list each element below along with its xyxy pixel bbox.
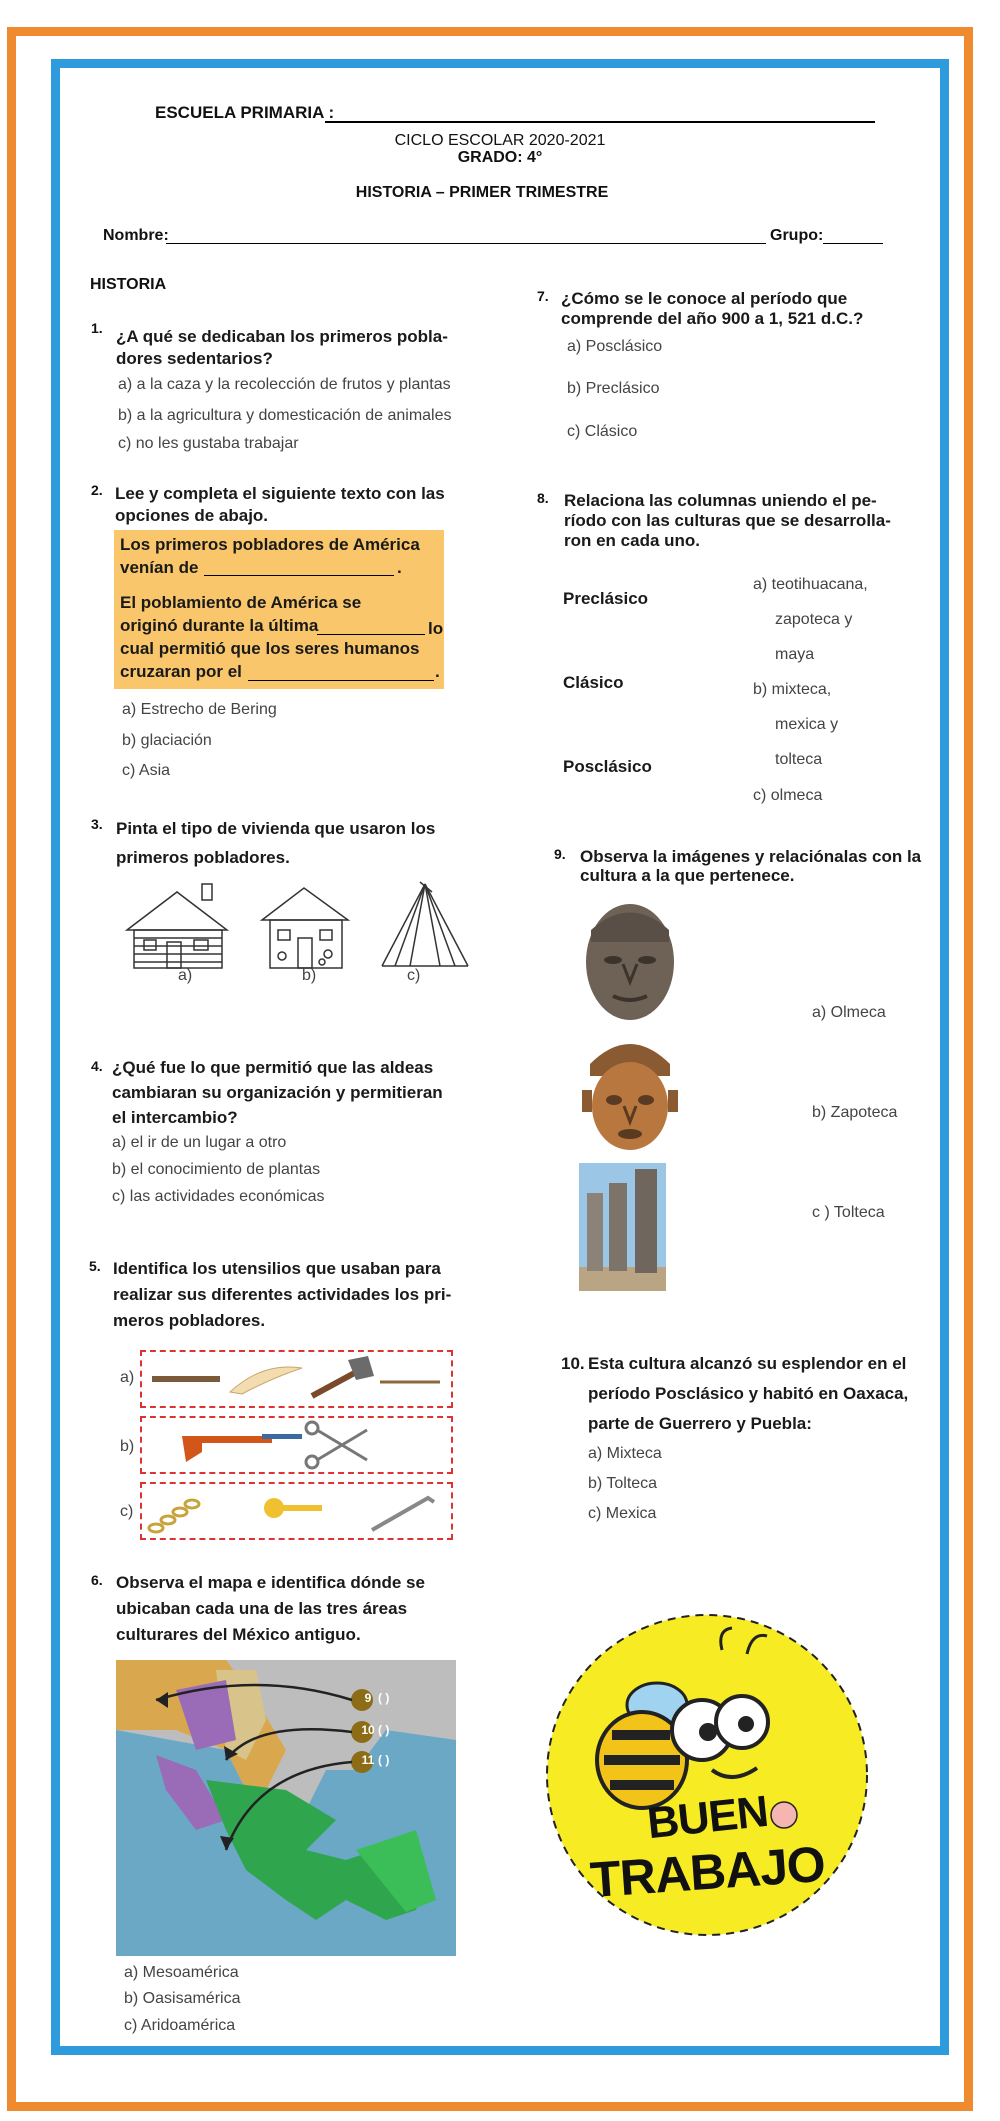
map-answer-9[interactable]: ( ) xyxy=(378,1691,390,1705)
q2-line1: Lee y completa el siguiente texto con las xyxy=(115,484,445,503)
axe-icon xyxy=(312,1356,374,1396)
q8-culture-a-1[interactable]: a) teotihuacana, xyxy=(753,576,868,593)
q6-line2: ubicaban cada una de las tres áreas xyxy=(116,1599,408,1618)
rifle-icon xyxy=(182,1434,302,1462)
tools-c-icons xyxy=(142,1484,451,1538)
q1-option-a[interactable]: a) a la caza y la recolección de frutos y plantas xyxy=(118,376,451,393)
q9-line2: cultura a la que pertenece. xyxy=(580,866,795,885)
map-answer-10[interactable]: ( ) xyxy=(378,1723,390,1737)
school-cycle: CICLO ESCOLAR 2020-2021 xyxy=(394,132,606,149)
q5-line1: Identifica los utensilios que usaban para xyxy=(113,1259,441,1278)
q1-line2: dores sedentarios? xyxy=(116,349,273,368)
hut-icon xyxy=(382,882,468,966)
q1-line1: ¿A qué se dedicaban los primeros pobla- xyxy=(116,327,448,346)
school-name-line[interactable] xyxy=(325,121,875,123)
box-line3: El poblamiento de América se xyxy=(120,593,362,612)
q3-label-c: c) xyxy=(407,967,421,984)
q8-line3: ron en cada uno. xyxy=(564,531,701,550)
q6-line1: Observa el mapa e identifica dónde se xyxy=(116,1573,425,1592)
group-label: Grupo: xyxy=(770,227,824,244)
q10-line2: período Posclásico y habitó en Oaxaca, xyxy=(588,1384,909,1403)
blank-3[interactable] xyxy=(248,680,434,681)
tools-row-b[interactable] xyxy=(140,1416,453,1474)
q8-line2: ríodo con las culturas que se desarrolla- xyxy=(564,511,891,530)
blank-2[interactable] xyxy=(317,634,425,635)
q9-option-c[interactable]: c ) Tolteca xyxy=(812,1204,885,1221)
blank-1[interactable] xyxy=(204,575,394,576)
horn-icon xyxy=(230,1367,302,1394)
q9-line1: Observa la imágenes y relaciónalas con la xyxy=(580,847,922,866)
scissors-icon xyxy=(306,1422,367,1468)
fill-in-text-box: Los primeros pobladores de América venían de . El poblamiento de América se originó durante la última lo cual permitió que los seres humanos cruzaran por el . xyxy=(114,530,444,689)
q9-option-a[interactable]: a) Olmeca xyxy=(812,1004,886,1021)
q9-option-b[interactable]: b) Zapoteca xyxy=(812,1104,898,1121)
q4-line1: ¿Qué fue lo que permitió que las aldeas xyxy=(112,1058,434,1077)
q2-option-c[interactable]: c) Asia xyxy=(122,762,171,779)
q8-line1: Relaciona las columnas uniendo el pe- xyxy=(564,491,877,510)
key-icon xyxy=(264,1498,322,1518)
tools-row-a[interactable] xyxy=(140,1350,453,1408)
q10-option-c[interactable]: c) Mexica xyxy=(588,1505,657,1522)
box-line2: venían de xyxy=(120,558,199,577)
tools-a-icons xyxy=(142,1352,451,1406)
tula-atlantes-image xyxy=(579,1163,666,1291)
houses-illustration xyxy=(122,880,470,972)
name-line[interactable] xyxy=(166,243,766,244)
crowbar-icon xyxy=(372,1498,434,1530)
box-line5: cual permitió que los seres humanos xyxy=(120,639,420,658)
q10-option-a[interactable]: a) Mixteca xyxy=(588,1445,662,1462)
name-label: Nombre: xyxy=(103,227,169,244)
log-cabin-icon xyxy=(127,884,227,968)
q1-option-c[interactable]: c) no les gustaba trabajar xyxy=(118,435,299,452)
q8-period-preclasico[interactable]: Preclásico xyxy=(563,589,649,608)
q4-line2: cambiaran su organización y permitieran xyxy=(112,1083,443,1102)
q2-number: 2. xyxy=(91,482,103,498)
olmec-head-image xyxy=(583,900,678,1025)
q8-culture-b-1[interactable]: b) mixteca, xyxy=(753,681,832,698)
q7-option-c[interactable]: c) Clásico xyxy=(567,423,638,440)
q2-line2: opciones de abajo. xyxy=(115,506,269,525)
stone-house-icon xyxy=(262,888,348,968)
chain-icon xyxy=(149,1500,199,1532)
box-line1: Los primeros pobladores de América xyxy=(120,535,420,554)
q7-number: 7. xyxy=(537,288,549,304)
box-line4-end: lo xyxy=(428,619,444,638)
q5-number: 5. xyxy=(89,1258,101,1274)
q8-period-clasico[interactable]: Clásico xyxy=(563,673,624,692)
q2-option-a[interactable]: a) Estrecho de Bering xyxy=(122,701,277,718)
q8-culture-a-3: maya xyxy=(775,646,815,663)
q4-line3: el intercambio? xyxy=(112,1108,238,1127)
q10-number: 10. xyxy=(561,1354,585,1373)
q5-label-c: c) xyxy=(120,1503,134,1520)
q8-culture-b-2: mexica y xyxy=(775,716,839,733)
q4-option-b[interactable]: b) el conocimiento de plantas xyxy=(112,1161,321,1178)
q10-line3: parte de Guerrero y Puebla: xyxy=(588,1414,812,1433)
q3-label-a: a) xyxy=(178,967,193,984)
zapotec-mask-image xyxy=(580,1030,680,1158)
q9-number: 9. xyxy=(554,846,566,862)
group-line[interactable] xyxy=(823,243,883,244)
map-marker-9: 9 xyxy=(364,1691,372,1705)
school-label: ESCUELA PRIMARIA : xyxy=(155,103,335,122)
page-title: HISTORIA – PRIMER TRIMESTRE xyxy=(355,184,609,201)
rope-icon xyxy=(152,1376,220,1382)
sticker-text-buen: BUEN xyxy=(644,1786,771,1849)
q4-option-a[interactable]: a) el ir de un lugar a otro xyxy=(112,1134,287,1151)
q7-option-b[interactable]: b) Preclásico xyxy=(567,380,660,397)
q1-option-b[interactable]: b) a la agricultura y domesticación de animales xyxy=(118,407,452,424)
q7-line2: comprende del año 900 a 1, 521 d.C.? xyxy=(561,309,864,328)
mexico-map xyxy=(116,1660,456,1956)
q6-number: 6. xyxy=(91,1572,103,1588)
q7-option-a[interactable]: a) Posclásico xyxy=(567,338,663,355)
q2-option-b[interactable]: b) glaciación xyxy=(122,732,212,749)
q5-label-b: b) xyxy=(120,1438,135,1455)
q6-option-a[interactable]: a) Mesoamérica xyxy=(124,1964,239,1981)
q4-number: 4. xyxy=(91,1058,103,1074)
q5-line2: realizar sus diferentes actividades los pri- xyxy=(113,1285,452,1304)
q8-period-posclasico[interactable]: Posclásico xyxy=(563,757,652,776)
q3-label-b: b) xyxy=(302,967,317,984)
box-line4: originó durante la última xyxy=(120,616,319,635)
tools-row-c[interactable] xyxy=(140,1482,453,1540)
q7-line1: ¿Cómo se le conoce al período que xyxy=(561,289,848,308)
buen-trabajo-sticker xyxy=(542,1610,873,1941)
q8-number: 8. xyxy=(537,490,549,506)
map-marker-11: 11 xyxy=(361,1753,375,1767)
q10-option-b[interactable]: b) Tolteca xyxy=(588,1475,658,1492)
q8-culture-b-3: tolteca xyxy=(775,751,823,768)
q8-culture-a-2: zapoteca y xyxy=(775,611,853,628)
q4-option-c[interactable]: c) las actividades económicas xyxy=(112,1188,325,1205)
sticker-text-trabajo: TRABAJO xyxy=(588,1835,827,1909)
q1-number: 1. xyxy=(91,320,103,336)
q6-option-b[interactable]: b) Oasisamérica xyxy=(124,1990,241,2007)
q5-line3: meros pobladores. xyxy=(113,1311,266,1330)
section-title: HISTORIA xyxy=(90,276,167,293)
map-marker-10: 10 xyxy=(361,1723,375,1737)
q3-line1: Pinta el tipo de vivienda que usaron los xyxy=(116,819,436,838)
q8-culture-c[interactable]: c) olmeca xyxy=(753,787,823,804)
map-answer-11[interactable]: ( ) xyxy=(378,1753,390,1767)
q10-line1: Esta cultura alcanzó su esplendor en el xyxy=(588,1354,907,1373)
q6-option-c[interactable]: c) Aridoamérica xyxy=(124,2017,236,2034)
box-line6: cruzaran por el xyxy=(120,662,242,681)
grade: GRADO: 4° xyxy=(457,149,543,166)
q5-label-a: a) xyxy=(120,1369,135,1386)
q3-number: 3. xyxy=(91,816,103,832)
q3-line2: primeros pobladores. xyxy=(116,848,290,867)
q6-line3: culturares del México antiguo. xyxy=(116,1625,361,1644)
tools-b-icons xyxy=(142,1418,451,1472)
